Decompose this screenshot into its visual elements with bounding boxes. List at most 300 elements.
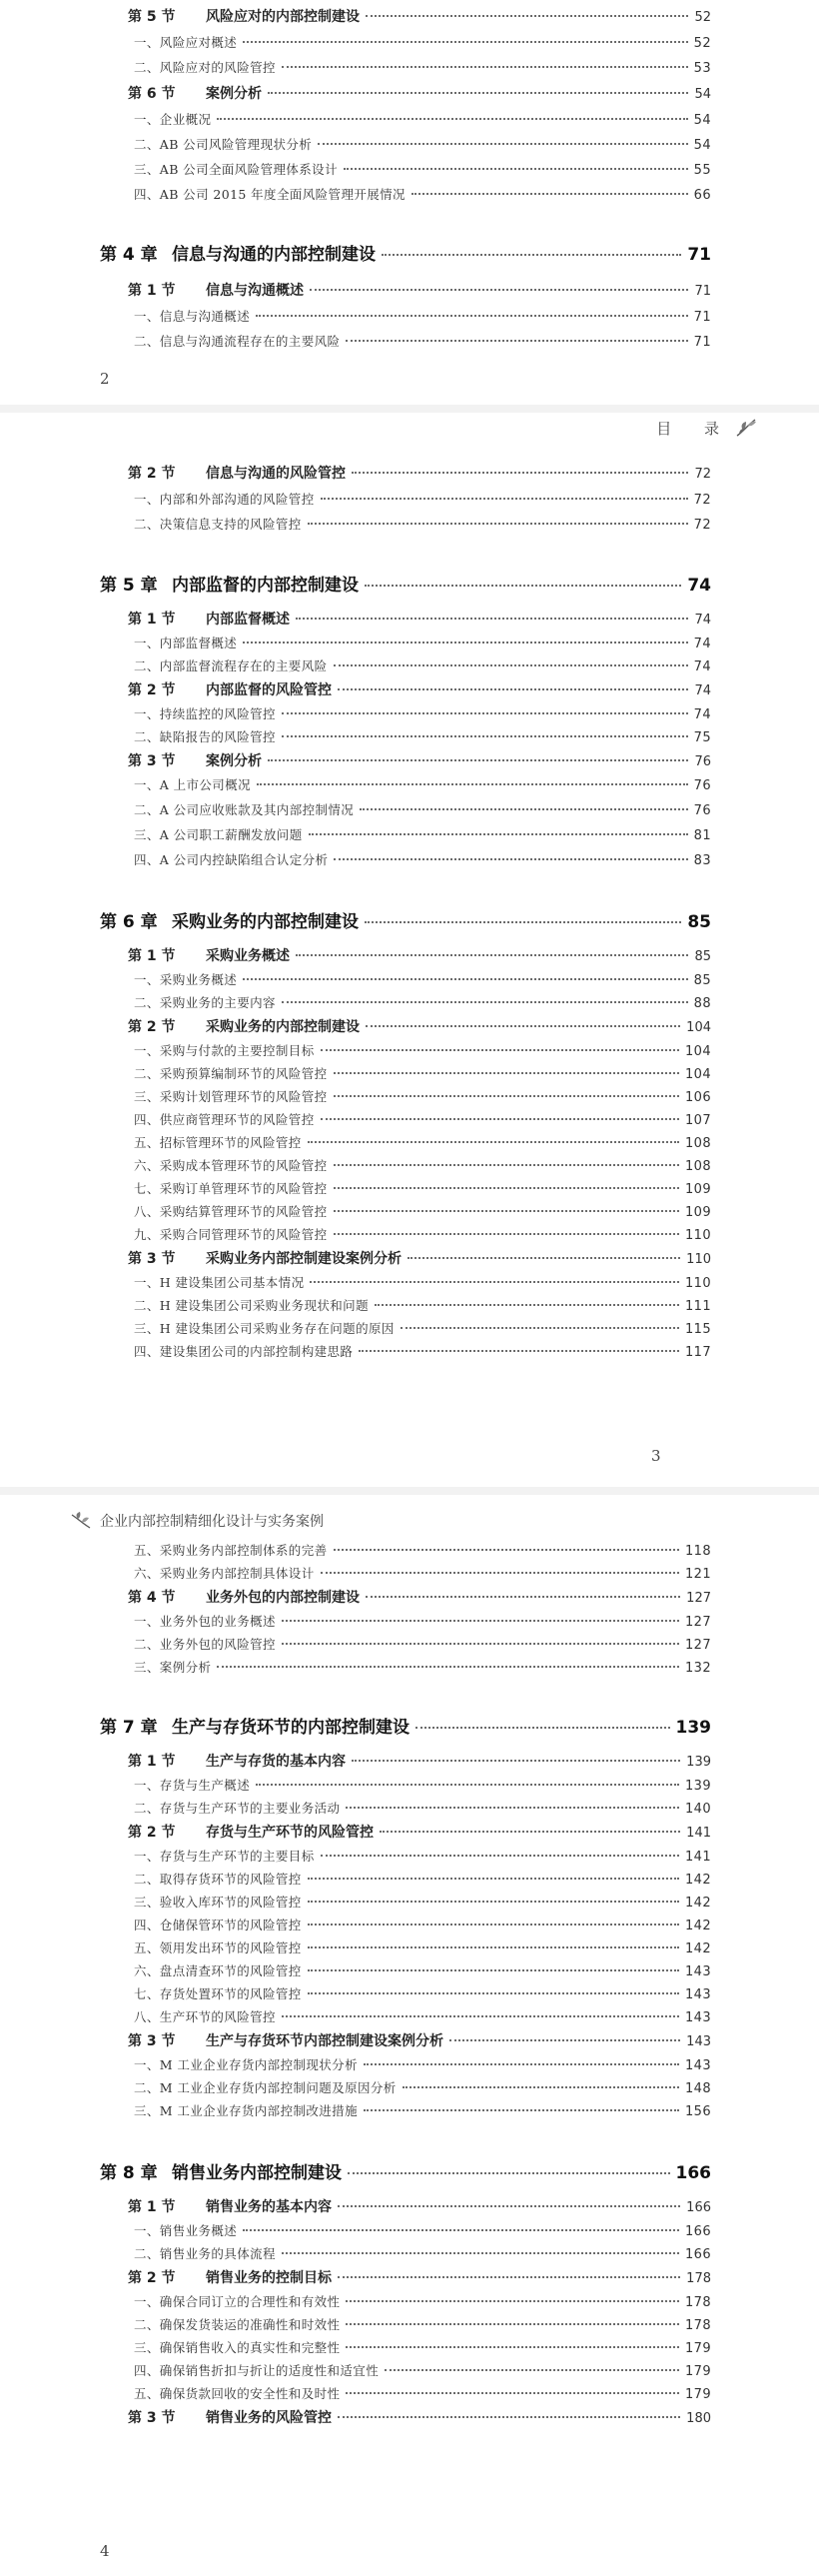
toc-item-title: 一、M 工业企业存货内部控制现状分析 (134, 2057, 358, 2072)
toc-item[interactable] (100, 1541, 711, 1559)
toc-item[interactable] (100, 1179, 711, 1197)
toc-item[interactable] (100, 2292, 711, 2310)
toc-page-number: 139 (686, 1755, 711, 1770)
leaf-ornament-icon (70, 1511, 92, 1531)
dot-leader (352, 472, 688, 474)
toc-item[interactable] (100, 110, 711, 128)
toc-item[interactable] (100, 1658, 711, 1676)
dot-leader (385, 2369, 679, 2371)
toc-page-number: 178 (686, 2271, 711, 2286)
dot-leader (268, 92, 688, 94)
toc-section[interactable] (100, 83, 711, 103)
toc-item-title: 三、M 工业企业存货内部控制改进措施 (134, 2103, 358, 2118)
toc-item-title: 二、A 公司应收账款及其内部控制情况 (134, 802, 355, 817)
toc-section[interactable] (100, 1751, 711, 1771)
toc-chapter[interactable] (100, 2158, 711, 2183)
toc-section[interactable] (100, 1822, 711, 1842)
toc-chapter-title: 信息与沟通的内部控制建设 (172, 245, 376, 265)
dot-leader (382, 254, 681, 256)
toc-page-number: 54 (694, 87, 711, 102)
dot-leader (366, 1025, 680, 1027)
toc-section-title: 生产与存货环节内部控制建设案例分析 (206, 2033, 443, 2049)
toc-item-title: 二、决策信息支持的风险管控 (134, 517, 302, 532)
toc-item-title: 三、A 公司职工薪酬发放问题 (134, 827, 303, 842)
toc-page-number: 178 (684, 2318, 711, 2333)
toc-page-number: 142 (684, 1919, 711, 1933)
dot-leader (217, 1666, 679, 1668)
toc-page-number: 72 (694, 467, 711, 482)
dot-leader (403, 2086, 679, 2088)
toc-section[interactable] (100, 463, 711, 483)
dot-leader (366, 15, 688, 17)
toc-item-title: 一、风险应对概述 (134, 35, 238, 50)
toc-page-number: 132 (684, 1661, 711, 1676)
toc-section-title: 案例分析 (206, 86, 262, 102)
toc-item[interactable] (100, 1133, 711, 1151)
toc-item[interactable] (100, 1087, 711, 1105)
toc-section-label: 第 1 节 (128, 948, 176, 964)
toc-item-title: 九、采购合同管理环节的风险管控 (134, 1227, 328, 1242)
toc-page-number: 180 (686, 2411, 711, 2426)
toc-item-title: 二、业务外包的风险管控 (134, 1637, 276, 1652)
toc-item-title: 一、H 建设集团公司基本情况 (134, 1275, 305, 1290)
page-separator (0, 405, 819, 413)
toc-section[interactable] (100, 1016, 711, 1036)
toc-chapter-label: 第 7 章 (100, 1718, 158, 1738)
toc-item[interactable] (100, 185, 711, 203)
toc-page-number: 85 (687, 912, 711, 932)
toc-item-title: 三、案例分析 (134, 1660, 212, 1675)
toc-item[interactable] (100, 58, 711, 76)
toc-item[interactable] (100, 2361, 711, 2379)
dot-leader (282, 1620, 679, 1622)
toc-item[interactable] (100, 727, 711, 745)
toc-item-title: 七、采购订单管理环节的风险管控 (134, 1181, 328, 1196)
toc-item[interactable] (100, 1938, 711, 1956)
toc-section-title: 生产与存货的基本内容 (206, 1754, 346, 1770)
dot-leader (321, 1855, 679, 1857)
toc-page-number: 178 (684, 2295, 711, 2310)
toc-page-number: 85 (693, 973, 711, 988)
toc-item[interactable] (100, 1225, 711, 1243)
running-header-contents (656, 416, 759, 440)
toc-page-4 (0, 1495, 819, 2576)
dot-leader (282, 66, 688, 68)
toc-section[interactable] (100, 750, 711, 770)
dot-leader (334, 1095, 679, 1097)
toc-section-label: 第 2 节 (128, 1825, 176, 1841)
dot-leader (243, 978, 687, 980)
toc-item-title: 一、企业概况 (134, 112, 212, 127)
dot-leader (360, 808, 687, 810)
toc-page-number: 72 (693, 518, 711, 533)
toc-section-title: 采购业务内部控制建设案例分析 (206, 1251, 402, 1267)
toc-page-number: 143 (686, 2034, 711, 2049)
toc-page-number: 143 (684, 1987, 711, 2002)
toc-page-number: 127 (684, 1638, 711, 1653)
toc-item-title: 一、存货与生产环节的主要目标 (134, 1849, 315, 1864)
toc-chapter[interactable] (100, 907, 711, 932)
toc-item[interactable] (100, 2338, 711, 2356)
toc-item-title: 二、M 工业企业存货内部控制问题及原因分析 (134, 2080, 397, 2095)
toc-page-number: 166 (684, 2247, 711, 2262)
toc-item[interactable] (100, 1635, 711, 1653)
toc-section-label: 第 2 节 (128, 1019, 176, 1035)
dot-leader (334, 1164, 679, 1166)
toc-item-title: 六、盘点清查环节的风险管控 (134, 1963, 302, 1978)
dot-leader (365, 585, 681, 587)
toc-page-number: 54 (693, 138, 711, 153)
toc-item[interactable] (100, 2101, 711, 2119)
dot-leader (282, 712, 688, 714)
dot-leader (318, 143, 687, 145)
dot-leader (366, 1596, 680, 1598)
toc-section[interactable] (100, 6, 711, 26)
toc-chapter[interactable] (100, 1713, 711, 1738)
toc-page-number: 74 (693, 659, 711, 674)
toc-item[interactable] (100, 1342, 711, 1360)
dot-leader (243, 2229, 679, 2231)
dot-leader (338, 688, 688, 690)
dot-leader (449, 2039, 680, 2041)
toc-item-title: 六、采购业务内部控制具体设计 (134, 1566, 315, 1581)
toc-chapter[interactable] (100, 571, 711, 596)
dot-leader (310, 289, 688, 291)
toc-page-number: 108 (684, 1136, 711, 1151)
toc-page-number: 74 (687, 576, 711, 596)
toc-page-number: 71 (693, 335, 711, 350)
dot-leader (338, 2416, 680, 2418)
toc-item-title: 一、存货与生产概述 (134, 1778, 251, 1793)
dot-leader (334, 1210, 679, 1212)
toc-section-title: 销售业务的基本内容 (206, 2199, 332, 2215)
toc-section[interactable] (100, 280, 711, 300)
toc-page-number: 52 (693, 36, 711, 51)
dot-leader (334, 1187, 679, 1189)
toc-item-title: 一、信息与沟通概述 (134, 309, 251, 324)
toc-item[interactable] (100, 1064, 711, 1082)
toc-item-title: 一、A 上市公司概况 (134, 777, 252, 792)
dot-leader (321, 1572, 679, 1574)
running-header-book-title (70, 1511, 324, 1531)
toc-item[interactable] (100, 993, 711, 1011)
toc-item-title: 五、确保货款回收的安全性和及时性 (134, 2386, 341, 2401)
dot-leader (338, 2205, 680, 2207)
toc-page-number: 143 (684, 2058, 711, 2073)
toc-item[interactable] (100, 970, 711, 988)
toc-item-title: 四、A 公司内控缺陷组合认定分析 (134, 852, 329, 867)
toc-item-title: 四、建设集团公司的内部控制构建思路 (134, 1344, 354, 1359)
toc-item[interactable] (100, 2384, 711, 2402)
toc-page-number: 115 (684, 1322, 711, 1337)
toc-page-number: 148 (684, 2081, 711, 2096)
toc-section[interactable] (100, 2196, 711, 2216)
toc-chapter-title: 内部监督的内部控制建设 (172, 576, 359, 596)
toc-section-label: 第 1 节 (128, 283, 176, 299)
page-number: 2 (100, 370, 110, 388)
toc-section-label: 第 2 节 (128, 2270, 176, 2286)
dot-leader (308, 1969, 679, 1971)
toc-chapter[interactable] (100, 240, 711, 265)
toc-section-label: 第 2 节 (128, 682, 176, 698)
toc-page-number: 54 (693, 113, 711, 128)
toc-item[interactable] (100, 160, 711, 178)
toc-item[interactable] (100, 332, 711, 350)
toc-page-number: 121 (684, 1567, 711, 1582)
toc-page-number: 109 (684, 1205, 711, 1220)
toc-page-number: 71 (694, 284, 711, 299)
toc-page-number: 141 (686, 1826, 711, 1841)
toc-section-title: 采购业务的内部控制建设 (206, 1019, 360, 1035)
toc-item-title: 二、信息与沟通流程存在的主要风险 (134, 334, 341, 349)
toc-page-number: 75 (693, 730, 711, 745)
toc-item-title: 二、确保发货装运的准确性和时效性 (134, 2317, 341, 2332)
toc-item[interactable] (100, 33, 711, 51)
toc-page-number: 156 (684, 2104, 711, 2119)
toc-item[interactable] (100, 656, 711, 674)
dot-leader (346, 2300, 679, 2302)
dot-leader (308, 1992, 679, 1994)
toc-page-number: 127 (686, 1591, 711, 1606)
toc-page-number: 74 (693, 707, 711, 722)
toc-item-title: 一、业务外包的业务概述 (134, 1614, 276, 1629)
toc-page-number: 179 (684, 2341, 711, 2356)
dot-leader (401, 1327, 679, 1329)
toc-section-label: 第 1 节 (128, 2199, 176, 2215)
toc-item-title: 四、仓储保管环节的风险管控 (134, 1918, 302, 1932)
toc-page-number: 52 (694, 10, 711, 25)
toc-page-number: 71 (687, 245, 711, 265)
toc-section[interactable] (100, 2407, 711, 2427)
toc-page-number: 107 (684, 1113, 711, 1128)
toc-item-title: 八、生产环节的风险管控 (134, 2009, 276, 2024)
toc-chapter-title: 生产与存货环节的内部控制建设 (172, 1718, 410, 1738)
toc-item-title: 二、H 建设集团公司采购业务现状和问题 (134, 1298, 369, 1313)
toc-item-title: 三、H 建设集团公司采购业务存在问题的原因 (134, 1321, 395, 1336)
toc-item-title: 六、采购成本管理环节的风险管控 (134, 1158, 328, 1173)
toc-item[interactable] (100, 2244, 711, 2262)
toc-page-number: 104 (684, 1067, 711, 1082)
dot-leader (346, 340, 687, 342)
toc-list (100, 413, 711, 1487)
toc-section-label: 第 3 节 (128, 1251, 176, 1267)
toc-item[interactable] (100, 1273, 711, 1291)
dot-leader (364, 2063, 679, 2065)
page-separator (0, 1487, 819, 1495)
dot-leader (415, 1727, 670, 1729)
toc-item[interactable] (100, 1799, 711, 1817)
toc-item-title: 四、供应商管理环节的风险管控 (134, 1112, 315, 1127)
toc-item-title: 五、采购业务内部控制体系的完善 (134, 1543, 328, 1558)
toc-item[interactable] (100, 775, 711, 793)
toc-section[interactable] (100, 609, 711, 629)
dot-leader (243, 642, 687, 644)
toc-section-title: 风险应对的内部控制建设 (206, 9, 360, 25)
dot-leader (408, 1257, 680, 1259)
running-header-text: 目 录 (656, 419, 733, 438)
toc-item[interactable] (100, 307, 711, 325)
toc-list (100, 1495, 711, 2576)
toc-item[interactable] (100, 1041, 711, 1059)
toc-item[interactable] (100, 704, 711, 722)
toc-section-label: 第 4 节 (128, 1590, 176, 1606)
toc-page-number: 142 (684, 1896, 711, 1911)
toc-item[interactable] (100, 1893, 711, 1911)
dot-leader (380, 1831, 680, 1833)
toc-item[interactable] (100, 1847, 711, 1865)
toc-item[interactable] (100, 1156, 711, 1174)
toc-item-title: 一、内部监督概述 (134, 636, 238, 650)
toc-page-number: 88 (693, 996, 711, 1011)
dot-leader (256, 315, 688, 317)
toc-item[interactable] (100, 2221, 711, 2239)
toc-page-number: 143 (684, 2010, 711, 2025)
toc-item-title: 五、招标管理环节的风险管控 (134, 1135, 302, 1150)
toc-page-number: 81 (693, 828, 711, 843)
toc-item[interactable] (100, 1319, 711, 1337)
toc-section[interactable] (100, 1248, 711, 1268)
toc-item[interactable] (100, 1296, 711, 1314)
toc-item[interactable] (100, 800, 711, 818)
dot-leader (334, 858, 687, 860)
toc-page-number: 141 (684, 1850, 711, 1865)
toc-page-number: 74 (694, 683, 711, 698)
toc-item-title: 二、风险应对的风险管控 (134, 60, 276, 75)
dot-leader (346, 2392, 679, 2394)
dot-leader (375, 1304, 679, 1306)
toc-section-title: 销售业务的控制目标 (206, 2270, 332, 2286)
toc-section-label: 第 3 节 (128, 753, 176, 769)
dot-leader (282, 735, 688, 737)
toc-page-number: 166 (675, 2163, 711, 2183)
toc-item-title: 一、销售业务概述 (134, 2223, 238, 2238)
toc-item[interactable] (100, 2078, 711, 2096)
dot-leader (282, 1001, 688, 1003)
toc-item-title: 二、销售业务的具体流程 (134, 2246, 276, 2261)
dot-leader (334, 664, 688, 666)
page-number: 4 (100, 2542, 110, 2560)
dot-leader (308, 1141, 679, 1143)
toc-item[interactable] (100, 1564, 711, 1582)
dot-leader (346, 2346, 679, 2348)
toc-chapter-label: 第 5 章 (100, 576, 158, 596)
toc-item[interactable] (100, 2007, 711, 2025)
toc-page-number: 143 (684, 1964, 711, 1979)
toc-section[interactable] (100, 679, 711, 699)
dot-leader (243, 41, 687, 43)
dot-leader (321, 1049, 679, 1051)
toc-item[interactable] (100, 1961, 711, 1979)
dot-leader (257, 783, 688, 785)
toc-item[interactable] (100, 1776, 711, 1794)
dot-leader (344, 168, 688, 170)
toc-page-number: 76 (693, 778, 711, 793)
toc-item-title: 五、领用发出环节的风险管控 (134, 1940, 302, 1955)
dot-leader (334, 1549, 679, 1551)
toc-chapter-title: 销售业务内部控制建设 (172, 2163, 342, 2183)
toc-item-title: 一、采购业务概述 (134, 972, 238, 987)
toc-item[interactable] (100, 490, 711, 508)
dot-leader (217, 118, 687, 120)
dot-leader (308, 1924, 679, 1926)
dot-leader (346, 2323, 679, 2325)
toc-section-label: 第 2 节 (128, 466, 176, 482)
toc-page-number: 74 (694, 613, 711, 628)
toc-item[interactable] (100, 1916, 711, 1933)
toc-item-title: 三、采购计划管理环节的风险管控 (134, 1089, 328, 1104)
dot-leader (256, 1784, 679, 1786)
toc-list (100, 0, 711, 405)
toc-chapter-label: 第 8 章 (100, 2163, 158, 2183)
toc-item-title: 二、存货与生产环节的主要业务活动 (134, 1801, 341, 1816)
toc-page-number: 179 (684, 2364, 711, 2379)
dot-leader (352, 1760, 680, 1762)
toc-section-title: 业务外包的内部控制建设 (206, 1590, 360, 1606)
toc-page-number: 140 (684, 1802, 711, 1817)
toc-item[interactable] (100, 1202, 711, 1220)
dot-leader (282, 1643, 679, 1645)
toc-page-number: 74 (693, 637, 711, 651)
dot-leader (348, 2172, 670, 2174)
toc-chapter-label: 第 4 章 (100, 245, 158, 265)
toc-item[interactable] (100, 850, 711, 868)
toc-item[interactable] (100, 1612, 711, 1630)
toc-page-number: 72 (693, 493, 711, 508)
toc-page-3 (0, 413, 819, 1487)
dot-leader (359, 1350, 679, 1352)
toc-item[interactable] (100, 2055, 711, 2073)
toc-item-title: 八、采购结算管理环节的风险管控 (134, 1204, 328, 1219)
toc-item[interactable] (100, 1984, 711, 2002)
toc-page-number: 53 (693, 61, 711, 76)
toc-page-number: 106 (684, 1090, 711, 1105)
toc-item[interactable] (100, 135, 711, 153)
toc-item-title: 一、内部和外部沟通的风险管控 (134, 492, 315, 507)
toc-item-title: 三、验收入库环节的风险管控 (134, 1895, 302, 1910)
toc-section[interactable] (100, 2030, 711, 2050)
toc-item-title: 三、确保销售收入的真实性和完整性 (134, 2340, 341, 2355)
toc-item-title: 一、持续监控的风险管控 (134, 706, 276, 721)
toc-page-number: 118 (684, 1544, 711, 1559)
dot-leader (334, 1233, 679, 1235)
toc-item[interactable] (100, 515, 711, 533)
dot-leader (321, 1118, 679, 1120)
dot-leader (296, 618, 688, 620)
toc-section-title: 采购业务概述 (206, 948, 290, 964)
toc-section[interactable] (100, 945, 711, 965)
toc-item[interactable] (100, 825, 711, 843)
toc-page-number: 76 (693, 803, 711, 818)
toc-item-title: 二、采购预算编制环节的风险管控 (134, 1066, 328, 1081)
toc-section-label: 第 3 节 (128, 2033, 176, 2049)
toc-item[interactable] (100, 634, 711, 651)
toc-page-number: 142 (684, 1873, 711, 1888)
toc-section[interactable] (100, 2267, 711, 2287)
toc-section-title: 内部监督概述 (206, 612, 290, 628)
toc-item[interactable] (100, 1870, 711, 1888)
toc-page-number: 117 (684, 1345, 711, 1360)
toc-chapter-title: 采购业务的内部控制建设 (172, 912, 359, 932)
toc-item[interactable] (100, 1110, 711, 1128)
toc-item[interactable] (100, 2315, 711, 2333)
toc-section[interactable] (100, 1587, 711, 1607)
dot-leader (282, 2252, 679, 2254)
toc-item-title: 二、采购业务的主要内容 (134, 995, 276, 1010)
toc-page-number: 166 (684, 2224, 711, 2239)
dot-leader (308, 1901, 679, 1903)
dot-leader (308, 1878, 679, 1880)
toc-page-number: 110 (686, 1252, 711, 1267)
